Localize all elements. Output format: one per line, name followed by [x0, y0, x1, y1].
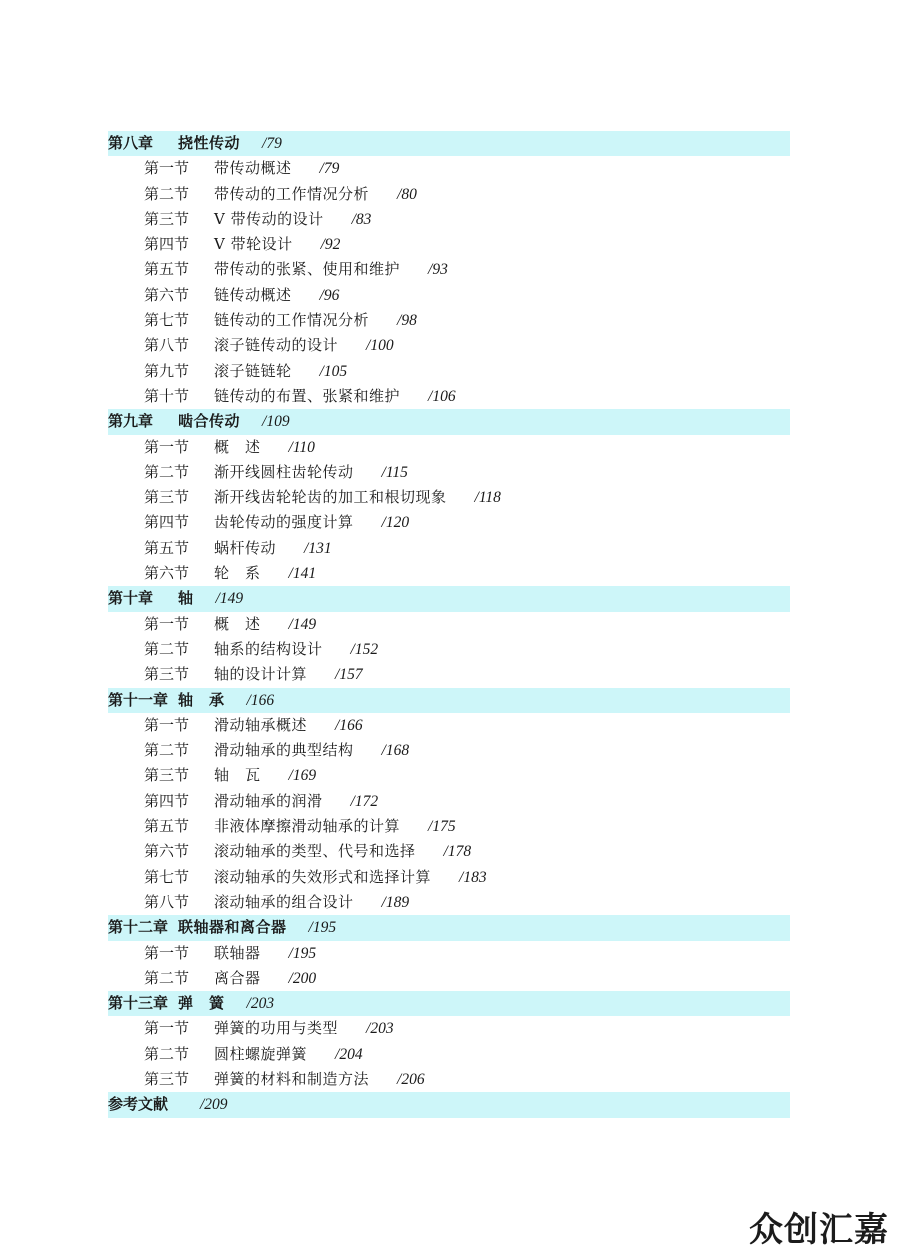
toc-entry-title: 滑动轴承的润滑 — [214, 791, 323, 810]
toc-entry-title: 滚动轴承的失效形式和选择计算 — [214, 867, 432, 886]
toc-entry-title: 滚动轴承的类型、代号和选择 — [214, 842, 416, 861]
toc-section-row[interactable] — [108, 283, 790, 308]
toc-section-row[interactable] — [108, 890, 790, 915]
toc-page-number: /183 — [459, 868, 487, 886]
toc-page-number: /200 — [288, 969, 317, 987]
toc-entry-title: 轮 系 — [214, 564, 261, 583]
toc-entry-number: 第十一章 — [108, 690, 169, 709]
toc-section-row[interactable] — [108, 839, 790, 864]
toc-entry-number: 第八节 — [144, 336, 190, 355]
toc-page-number: /118 — [474, 489, 501, 507]
toc-entry-number: 第六节 — [144, 285, 190, 304]
toc-page-number: /79 — [262, 135, 282, 152]
toc-entry-number: 第二节 — [144, 1044, 190, 1063]
toc-page-number: /131 — [304, 539, 332, 557]
toc-entry-number: 第一节 — [144, 437, 190, 456]
toc-entry-title: 滚子链链轮 — [214, 361, 292, 380]
toc-entry-number: 第一节 — [144, 614, 190, 633]
toc-entry-number: 第七节 — [144, 311, 190, 330]
toc-page-number: /204 — [335, 1045, 363, 1063]
toc-page-number: /105 — [319, 362, 348, 380]
toc-entry-title: V 带传动的设计 — [214, 209, 324, 228]
toc-entry-title: 轴 瓦 — [214, 766, 261, 785]
toc-entry-title: 齿轮传动的强度计算 — [214, 513, 354, 532]
table-of-contents — [108, 131, 790, 1118]
toc-page-number: /203 — [366, 1020, 394, 1038]
toc-page-number: /209 — [200, 1096, 228, 1114]
toc-chapter-row[interactable] — [108, 586, 790, 611]
toc-entry-title: 弹簧的材料和制造方法 — [214, 1069, 370, 1088]
toc-section-row[interactable] — [108, 662, 790, 687]
toc-entry-number: 第三节 — [144, 766, 190, 785]
toc-page-number: /152 — [350, 640, 379, 658]
watermark-logo: 众创汇嘉 — [749, 1210, 889, 1250]
toc-page-number: /92 — [320, 236, 341, 254]
toc-entry-title: 轴 承 — [178, 690, 225, 709]
toc-section-row[interactable] — [108, 485, 790, 510]
toc-entry-title: 离合器 — [214, 968, 261, 987]
toc-page-number: /93 — [428, 261, 448, 279]
toc-entry-title: 圆柱螺旋弹簧 — [214, 1044, 308, 1063]
toc-entry-number: 第一节 — [144, 1019, 190, 1038]
toc-entry-title: 带传动的张紧、使用和维护 — [214, 260, 401, 279]
toc-entry-title: 链传动概述 — [214, 285, 292, 304]
toc-entry-number: 第四节 — [144, 513, 190, 532]
toc-entry-number: 第四节 — [144, 791, 190, 810]
toc-section-row[interactable] — [108, 232, 790, 257]
toc-entry-number: 第十二章 — [108, 918, 169, 937]
toc-page-number: /80 — [397, 185, 417, 203]
toc-entry-title: 弹簧的功用与类型 — [214, 1019, 339, 1038]
toc-entry-title: 滑动轴承的典型结构 — [214, 741, 354, 760]
toc-entry-number: 第一节 — [144, 943, 190, 962]
toc-entry-title: 啮合传动 — [178, 412, 241, 431]
toc-page-number: /172 — [350, 792, 379, 810]
toc-page-number: /157 — [335, 666, 363, 684]
toc-page-number: /203 — [246, 995, 275, 1013]
toc-section-row[interactable] — [108, 156, 790, 181]
toc-entry-title: 联轴器和离合器 — [178, 918, 287, 937]
toc-chapter-row[interactable] — [108, 915, 790, 940]
toc-section-row[interactable] — [108, 1067, 790, 1092]
toc-page-number: /96 — [319, 286, 340, 304]
toc-page-number: /195 — [288, 944, 317, 962]
toc-entry-number: 第二节 — [144, 639, 190, 658]
toc-section-row[interactable] — [108, 789, 790, 814]
toc-chapter-row[interactable] — [108, 409, 790, 434]
toc-entry-number: 第五节 — [144, 538, 190, 557]
toc-entry-number: 第四节 — [144, 235, 190, 254]
toc-section-row[interactable] — [108, 1042, 790, 1067]
toc-entry-number: 第三节 — [144, 665, 190, 684]
toc-entry-title: 滚动轴承的组合设计 — [214, 892, 354, 911]
toc-page-number: /100 — [366, 337, 394, 355]
toc-section-row[interactable] — [108, 1016, 790, 1041]
toc-entry-title: 弹 簧 — [178, 994, 225, 1013]
toc-section-row[interactable] — [108, 435, 790, 460]
toc-entry-number: 第六节 — [144, 564, 190, 583]
toc-page-number: /195 — [308, 919, 337, 937]
toc-entry-title: 带传动概述 — [214, 159, 292, 178]
toc-entry-number: 第一节 — [144, 159, 190, 178]
toc-entry-number: 参考文献 — [108, 1095, 169, 1114]
toc-page-number: /120 — [381, 514, 410, 532]
toc-section-row[interactable] — [108, 763, 790, 788]
toc-entry-number: 第五节 — [144, 260, 190, 279]
toc-entry-title: 轴系的结构设计 — [214, 639, 323, 658]
toc-page-number: /106 — [428, 387, 456, 405]
toc-section-row[interactable] — [108, 637, 790, 662]
toc-entry-title: 带传动的工作情况分析 — [214, 184, 370, 203]
toc-entry-title: 概 述 — [214, 614, 261, 633]
toc-section-row[interactable] — [108, 738, 790, 763]
toc-page-number: /178 — [443, 843, 472, 861]
toc-section-row[interactable] — [108, 966, 790, 991]
toc-chapter-row[interactable] — [108, 688, 790, 713]
toc-entry-number: 第九章 — [108, 412, 154, 431]
toc-section-row[interactable] — [108, 308, 790, 333]
toc-page-number: /189 — [381, 893, 410, 911]
toc-entry-number: 第八节 — [144, 892, 190, 911]
toc-entry-title: 联轴器 — [214, 943, 261, 962]
toc-page-number: /83 — [351, 210, 372, 228]
toc-entry-title: 滑动轴承概述 — [214, 715, 308, 734]
toc-entry-title: 挠性传动 — [178, 134, 241, 152]
toc-section-row[interactable] — [108, 941, 790, 966]
toc-page-number: /169 — [288, 767, 317, 785]
toc-entry-number: 第六节 — [144, 842, 190, 861]
toc-entry-number: 第三节 — [144, 488, 190, 507]
toc-entry-title: 蜗杆传动 — [214, 538, 277, 557]
toc-entry-number: 第二节 — [144, 741, 190, 760]
toc-entry-number: 第三节 — [144, 1069, 190, 1088]
toc-page-number: /149 — [215, 590, 244, 608]
toc-entry-number: 第十三章 — [108, 994, 169, 1013]
toc-section-row[interactable] — [108, 460, 790, 485]
toc-entry-number: 第七节 — [144, 867, 190, 886]
toc-section-row[interactable] — [108, 713, 790, 738]
toc-section-row[interactable] — [108, 257, 790, 282]
toc-entry-title: 滚子链传动的设计 — [214, 336, 339, 355]
toc-chapter-row[interactable] — [108, 131, 790, 156]
toc-section-row[interactable] — [108, 561, 790, 586]
toc-entry-number: 第二节 — [144, 968, 190, 987]
toc-entry-number: 第三节 — [144, 209, 190, 228]
toc-entry-title: V 带轮设计 — [214, 235, 293, 254]
toc-entry-number: 第十节 — [144, 386, 190, 405]
toc-section-row[interactable] — [108, 612, 790, 637]
toc-page-number: /110 — [288, 438, 315, 456]
toc-section-row[interactable] — [108, 207, 790, 232]
toc-entry-number: 第一节 — [144, 715, 190, 734]
toc-entry-title: 轴 — [178, 589, 194, 608]
toc-entry-title: 概 述 — [214, 437, 261, 456]
toc-page-number: /79 — [319, 160, 340, 178]
toc-entry-number: 第五节 — [144, 817, 190, 836]
toc-entry-number: 第八章 — [108, 134, 154, 152]
toc-page-number: /98 — [397, 312, 417, 330]
toc-entry-title: 非液体摩擦滑动轴承的计算 — [214, 817, 401, 836]
toc-page-number: /166 — [246, 691, 275, 709]
toc-entry-number: 第九节 — [144, 361, 190, 380]
toc-section-row[interactable] — [108, 182, 790, 207]
toc-page-number: /175 — [428, 818, 456, 836]
toc-entry-title: 链传动的工作情况分析 — [214, 311, 370, 330]
toc-entry-title: 渐开线齿轮轮齿的加工和根切现象 — [214, 488, 447, 507]
toc-page-number: /109 — [262, 413, 290, 431]
toc-section-row[interactable] — [108, 536, 790, 561]
toc-entry-title: 轴的设计计算 — [214, 665, 308, 684]
toc-entry-number: 第二节 — [144, 462, 190, 481]
toc-page-number: /115 — [381, 463, 408, 481]
toc-section-row[interactable] — [108, 384, 790, 409]
toc-page-number: /141 — [288, 565, 317, 583]
toc-page-number: /168 — [381, 742, 410, 760]
toc-page-number: /149 — [288, 615, 317, 633]
toc-section-row[interactable] — [108, 333, 790, 358]
toc-chapter-row[interactable] — [108, 991, 790, 1016]
toc-section-row[interactable] — [108, 865, 790, 890]
toc-page-number: /206 — [397, 1070, 425, 1088]
toc-entry-number: 第二节 — [144, 184, 190, 203]
toc-page-number: /166 — [335, 716, 363, 734]
toc-section-row[interactable] — [108, 510, 790, 535]
toc-entry-number: 第十章 — [108, 589, 154, 608]
toc-entry-title: 渐开线圆柱齿轮传动 — [214, 462, 354, 481]
toc-section-row[interactable] — [108, 359, 790, 384]
toc-chapter-row[interactable] — [108, 1092, 790, 1117]
toc-entry-title: 链传动的布置、张紧和维护 — [214, 386, 401, 405]
toc-section-row[interactable] — [108, 814, 790, 839]
